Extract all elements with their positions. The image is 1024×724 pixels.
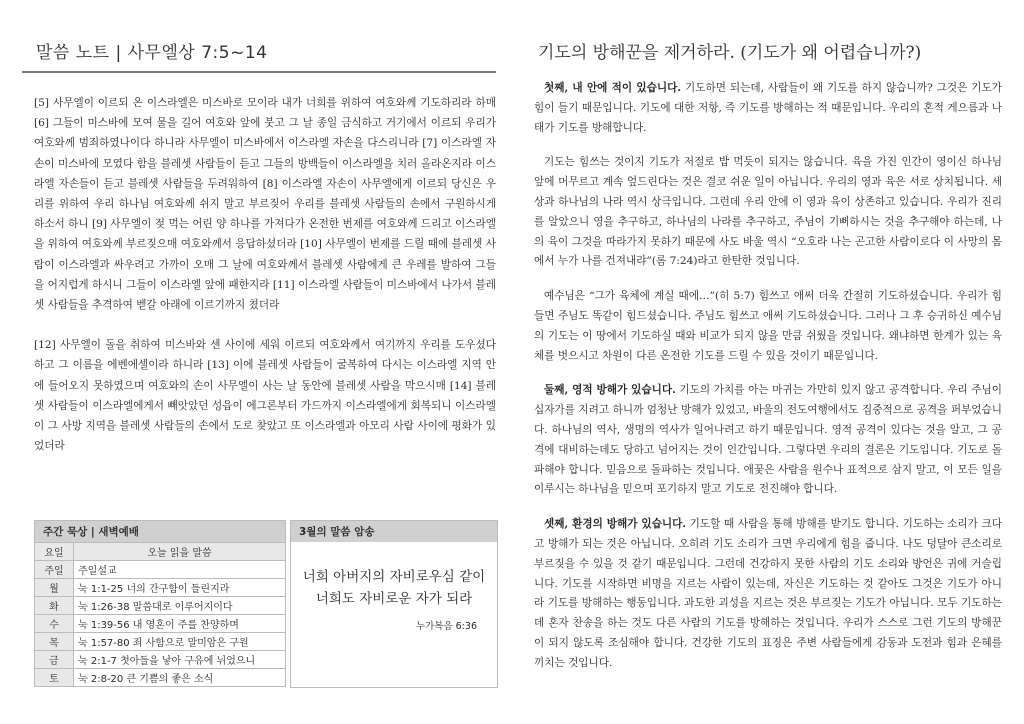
verse-line-1: 너희 아버지의 자비로우심 같이: [302, 569, 486, 585]
weekly-meditation-header: 주간 묵상 | 새벽예배: [35, 521, 285, 542]
weekly-meditation-box: [34, 520, 286, 687]
scripture-paragraph-1: [5] 사무엘이 이르되 온 이스라엘은 미스바로 모이라 내가 너희를 위하여 여호와께 기도하리라 하매 [6] 그들이 미스바에 모여 물을 길어 여호와 앞에 붓고 그 날 종일 금식하고 거기에서 이르되 우리가 여호와께 범죄하였나이다 하니라 사무엘이 미스바에서 이스라엘 자손을 다스리니라 [7] 이스라엘 자손이 미스바에 모였다 함을 블레셋 사람들이 듣고 그들의 방백들이 이스라엘을 치러 올라온지라 이스라엘 자손들이 듣고 블레셋 사람들을 두려워하여 [8] 이스라엘 자손이 사무엘에게 이르되 당신은 우리를 위하여 우리 하나님 여호와께 쉬지 말고 부르짖어 우리를 블레셋 사람들의 손에서 구원하시게 하소서 하니 [9] 사무엘이 젖 먹는 어린 양 하나를 가져다가 온전한 번제를 여호와께 드리고 이스라엘을 위하여 여호와께 부르짖으매 여호와께서 응답하셨더라 [10] 사무엘이 번제를 드릴 때에 블레셋 사람이 이스라엘과 싸우려고 가까이 오매 그 날에 여호와께서 블레셋 사람에게 큰 우레를 발하여 그들을 어지럽게 하시니 그들이 이스라엘 앞에 패한지라 [11] 이스라엘 사람들이 미스바에서 나가서 블레셋 사람들을 추격하여 벧갈 아래에 이르기까지 쳤더라: [34, 97, 496, 312]
point-3-heading: 셋째, 환경의 방해가 있습니다.: [544, 518, 687, 531]
point-1-body: 기도하면 되는데, 사람들이 왜 기도를 하지 않습니까? 그것은 기도가 힘이 들기 때문입니다. 기도에 대한 저항, 즉 기도를 방해하는 적 때문입니다. 우리의 혼적 게으름과 나태가 기도를 방해합니다.: [534, 82, 1002, 134]
verse-reference: 누가복음 6:36: [415, 621, 477, 632]
point-3-body: 기도할 때 사람을 통해 방해를 받기도 합니다. 기도하는 소리가 크다고 방해가 되는 것은 아닙니다. 오히려 기도 소리가 크면 우리에게 힘을 줍니다. 나도 덩달아 큰소리로 부르짖을 수 있을 것 같기 때문입니다. 그런데 건강하지 못한 사람의 기도 소리와 방언은 귀에 거슬립니다. 기도를 시작하면 비명을 지르는 사람이 있는데, 자신은 기도하는 것 같아도 그것은 기도가 아니라 기도를 방해하는 행동입니다. 과도한 괴성을 지르는 것은 부르짖는 기도가 아닙니다. 모두 기도하는데 혼자 찬송을 하는 것도 다른 사람의 기도를 방해하는 것입니다. 우리가 스스로 그런 기도의 방해꾼이 되지 않도록 조심해야 합니다. 건강한 기도의 표징은 주변 사람들에게 감동과 도전과 힘과 은혜를 끼치는 것입니다.: [534, 518, 1002, 669]
col-reading: 오늘 읽을 말씀: [74, 543, 286, 561]
article-title: 기도의 방해꾼을 제거하라. (기도가 왜 어렵습니까?): [538, 43, 922, 63]
scripture-paragraph-2: [12] 사무엘이 돌을 취하여 미스바와 센 사이에 세워 이르되 여호와께서 여기까지 우리를 도우셨다 하고 그 이름을 에벤에셀이라 하니라 [13] 이에 블레셋 사람들이 굴복하여 다시는 이스라엘 지역 안에 들어오지 못하였으며 여호와의 손이 사무엘이 사는 날 동안에 블레셋 사람을 막으시매 [14] 블레셋 사람들이 이스라엘에게서 빼앗았던 성읍이 에그론부터 가드까지 이스라엘에게 회복되니 이스라엘이 그 사방 지역을 블레셋 사람들의 손에서 도로 찾았고 또 이스라엘과 아모리 사람 사이에 평화가 있었더라: [34, 339, 496, 453]
info-boxes: [34, 520, 496, 688]
row-reading: 눅 2:1-7 첫아들을 낳아 구유에 뉘었으니: [74, 651, 286, 669]
row-reading: 눅 1:1-25 너의 간구함이 들린지라: [74, 579, 286, 597]
sermon-note-column: [22, 30, 496, 476]
row-reading: 눅 1:57-80 죄 사함으로 말미암은 구원: [74, 633, 286, 651]
reading-table-header: [35, 543, 285, 561]
point-1-heading: 첫째, 내 안에 적이 있습니다.: [544, 82, 682, 94]
table-row: [35, 579, 285, 597]
table-row: [35, 669, 285, 687]
row-day: 토: [35, 669, 74, 687]
memory-verse-box: [290, 520, 498, 688]
row-day: 월: [35, 579, 74, 597]
table-row: [35, 651, 285, 669]
note-title: 말씀 노트 | 사무엘상 7:5~14: [22, 30, 496, 73]
row-day: 목: [35, 633, 74, 651]
row-day: 금: [35, 651, 74, 669]
memory-verse-header: 3월의 말씀 암송: [291, 521, 497, 542]
col-day: 요일: [35, 543, 74, 561]
table-row: [35, 633, 285, 651]
row-reading: 눅 2:8-20 큰 기쁨의 좋은 소식: [74, 669, 286, 687]
table-row: [35, 561, 285, 579]
row-reading: 주일설교: [74, 561, 286, 579]
point-2-body: 기도의 가치를 아는 마귀는 가만히 있지 않고 공격합니다. 우리 주님이 십자가를 지려고 하니까 엄청난 방해가 있었고, 바울의 전도여행에서도 집중적으로 공격을 퍼부었습니다. 하나님의 역사, 생명의 역사가 일어나려고 하기 때문입니다. 영적 공격이 있다는 것을 알고, 그 공격에 대비하는데도 당하고 넘어지는 것이 인간입니다. 그렇다면 우리의 결론은 기도입니다. 기도로 돌파해야 합니다. 믿음으로 돌파하는 것입니다. 애꿎은 사람을 원수나 표적으로 삼지 말고, 이 모든 일을 이루시는 하나님을 믿으며 포기하지 말고 기도로 전진해야 합니다.: [534, 384, 1002, 496]
table-row: [35, 597, 285, 615]
row-reading: 눅 1:26-38 말씀대로 이루어지이다: [74, 597, 286, 615]
article-paragraph-2: 기도는 힘쓰는 것이지 기도가 저절로 밥 먹듯이 되지는 않습니다. 육을 가진 인간이 영이신 하나님 앞에 머무르고 계속 엎드린다는 것은 결코 쉬운 일이 아닙니다. 우리의 영과 육은 서로 상치됩니다. 세상과 하나님의 나라 역시 상극입니다. 그런데 우리 안에 이 영과 육이 상존하고 있습니다. 우리가 진리를 알았으니 영을 추구하고, 하나님의 나라를 추구하고, 주님이 기뻐하시는 것을 추구해야 하는데, 나의 육이 그것을 따라가지 못하기 때문에 사도 바울 역시 “오호라 나는 곤고한 사람이로다 이 사망의 몸에서 누가 나를 건져내랴”(롬 7:24)라고 한탄한 것입니다.: [534, 156, 1002, 268]
article-paragraph-3: 예수님은 “그가 육체에 계실 때에…”(히 5:7) 힘쓰고 애써 더욱 간절히 기도하셨습니다. 우리가 힘들면 주님도 똑같이 힘드셨습니다. 주님도 힘쓰고 애써 기도하셨습니다. 그러나 그 후 승귀하신 예수님의 기도는 이 땅에서 기도하실 때와 비교가 되지 않을 만큼 쉬웠을 것입니다. 왜냐하면 한계가 있는 육체를 벗으시고 차원이 다른 온전한 기도를 드릴 수 있을 것이기 때문입니다.: [534, 290, 1002, 362]
article-paragraph-1: [534, 79, 1002, 138]
row-day: 화: [35, 597, 74, 615]
row-day: 수: [35, 615, 74, 633]
reading-table: [35, 542, 285, 686]
table-row: [35, 615, 285, 633]
row-reading: 눅 1:39-56 내 영혼이 주를 찬양하며: [74, 615, 286, 633]
verse-line-2: 너희도 자비로운 자가 되라: [315, 591, 473, 607]
point-2-heading: 둘째, 영적 방해가 있습니다.: [544, 384, 676, 397]
article-paragraph-5: [534, 515, 1002, 673]
row-day: 주일: [35, 561, 74, 579]
article-paragraph-4: [534, 381, 1002, 500]
memory-verse-text: [291, 566, 497, 610]
prayer-article-column: [534, 30, 1002, 689]
